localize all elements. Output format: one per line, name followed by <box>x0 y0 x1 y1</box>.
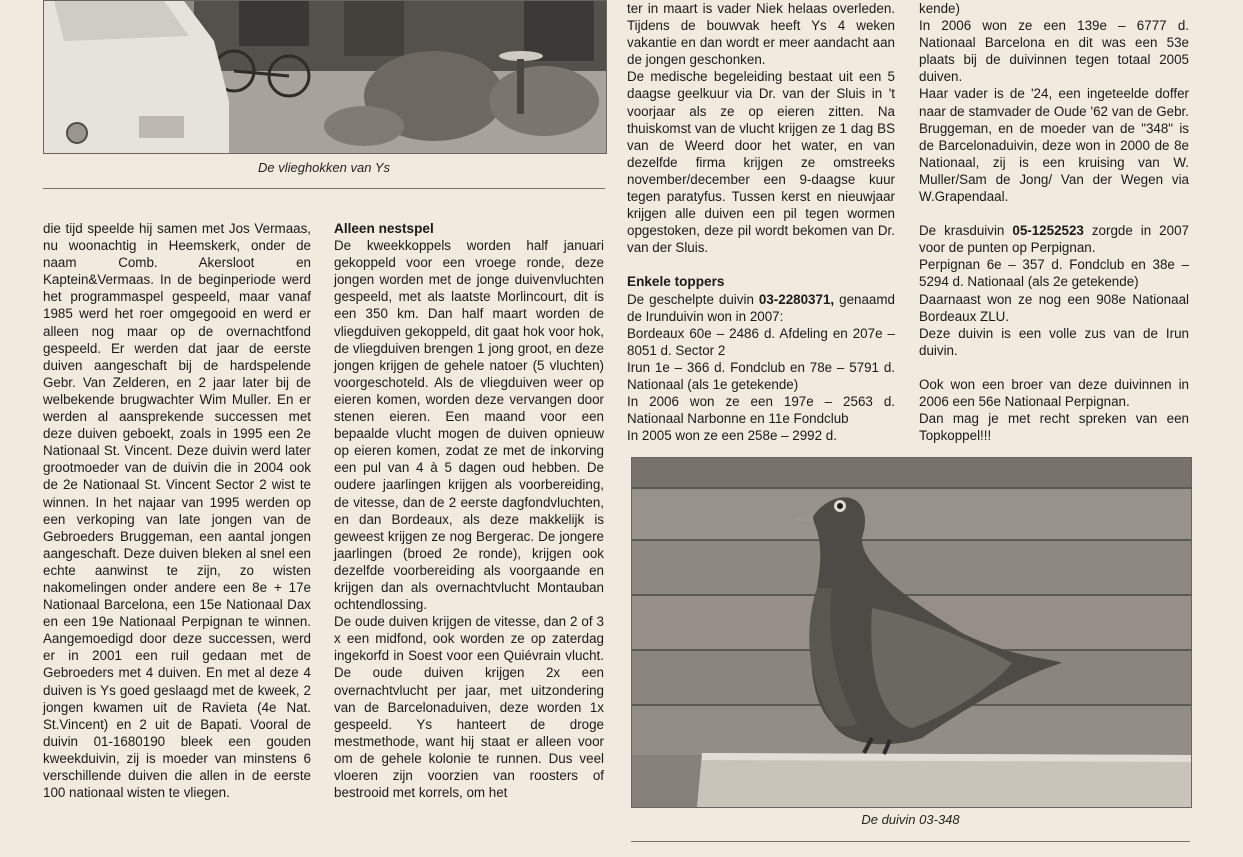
ring-number: 03-2280371, <box>758 291 835 307</box>
col3-result-1: Bordeaux 60e – 2486 d. Afdeling en 207e – 8051 d. Sector 2 <box>627 325 895 358</box>
col4-result-bordeaux: Daarnaast won ze nog een 908e Nationaal Bordeaux ZLU. <box>919 291 1189 324</box>
col2-paragraph-2: De oude duiven krijgen de vitesse, dan 2 of 3 x een midfond, ook worden ze op zaterdag ingekorfd in Soest voor een Quiévrain vlucht. De oude duiven krijgen 2x een overnachtvlucht per jaar, met uitzondering van de Barcelonaduiven, deze worden 1x gespeeld. Ys hanteert de droge mestmethode, want hij staat er alleen voor om de gehele kolonie te runnen. Dus veel vloeren zijn voorzien van roosters of bestrooid met korrels, om het <box>334 614 604 801</box>
col1-paragraph: die tijd speelde hij samen met Jos Vermaas, nu woonachtig in Heemskerk, onder de naam Comb. Akersloot en Kaptein&Vermaas. In de beginperiode werd het programmaspel gespeeld, maar vanaf 1985 werd het roer omgegooid en werd er alleen nog maar op de overnachtfond gespeeld. Er werden dat jaar de eerste duiven aangeschaft bij de hardspelende Gebr. Van Zelderen, en 2 jaar later bij de welbekende brugwachter Wim Muller. En er werden al aansprekende successen met deze duiven geboekt, zoals in 1995 een 2e Nationaal St. Vincent. Deze duivin werd later grootmoeder van de duivin die in 2004 ook de 2e Nationaal St. Vincent Sector 2 wist te winnen. In het najaar van 1995 werden op een verkoping van late jongen van de Gebroeders Bruggeman, een aantal jongen aangeschaft. Deze duiven bleken al snel een echte aanwinst te zijn, zo wisten nakomelingen onder andere een 8e + 17e Nationaal Barcelona, een 15e Nationaal Dax en een 19e Nationaal Perpignan te winnen. Aangemoedigd door deze successen, werd er in 2001 een ruil gedaan met de Gebroeders met 4 duiven. En met al deze 4 duiven is Ys goed geslaagd met de kweek, 2 jongen kwamen uit de Ravieta (4e Nat. St.Vincent) en 2 uit de Bapati. Vooral de duivin 01-1680190 bleek een gouden kweekduivin, zij is moeder van minstens 6 verschillende duiven die allen in de eerste 100 nationaal wisten te vliegen. <box>43 221 311 801</box>
pigeon-photo <box>631 457 1192 808</box>
divider <box>631 841 1190 842</box>
col3-paragraph-2: De medische begeleiding bestaat uit een 5 daagse geelkuur via Dr. van der Sluis in 't voorjaar als ze op eieren zitten. Na thuiskomst van de vlucht krijgen ze 1 dag BS van de Weerd door het water, en van dezelfde firma krijgen ze omstreeks november/december een 9-daagse kuur tegen paratyfus. Tussen kerst en nieuwjaar krijgen alle duiven een pil tegen wormen opgestoken, deze pil wordt bekomen van Dr. van der Sluis. <box>627 69 895 256</box>
col3-topper-intro: De geschelpte duivin 03-2280371, genaamd de Irunduivin won in 2007: <box>627 291 895 324</box>
article-column-4 <box>919 0 1189 444</box>
article-column-1 <box>43 220 311 801</box>
col4-brother-note: Ook won een broer van deze duivinnen in 2006 een 56e Nationaal Perpignan. <box>919 376 1189 409</box>
col4-sister-note: Deze duivin is een volle zus van de Irun duivin. <box>919 325 1189 358</box>
loft-photo <box>43 0 607 154</box>
loft-photo-caption: De vlieghokken van Ys <box>257 160 390 175</box>
col3-result-2: Irun 1e – 366 d. Fondclub en 78e – 5791 d. Nationaal (als 1e getekende) <box>627 359 895 392</box>
section-heading-toppers: Enkele toppers <box>627 274 725 290</box>
col4-paragraph-2: Haar vader is de '24, een ingeteelde doffer naar de stamvader de Oude '62 van de Gebr. Bruggeman, en de moeder van de "348" is de Barcelonaduivin, deze won in 2000 de 8e Nationaal, zij is een kruising van W. Muller/Sam de Jong/ Van der Wegen via W.Grapendaal. <box>919 86 1189 205</box>
ring-number: 05-1252523 <box>1012 223 1084 239</box>
col4-result-perpignan: Perpignan 6e – 357 d. Fondclub en 38e – 5294 d. Nationaal (als 2e getekende) <box>919 257 1189 290</box>
col4-conclusion: Dan mag je met recht spreken van een Topkoppel!!! <box>919 411 1189 444</box>
col3-paragraph-1: ter in maart is vader Niek helaas overleden. Tijdens de bouwvak heeft Ys 4 weken vakantie en dan wordt er meer aandacht aan de jongen geschonken. <box>627 1 895 68</box>
divider <box>43 188 605 189</box>
pigeon-photo-caption: De duivin 03-348 <box>861 812 960 827</box>
col4-krasduivin: De krasduivin 05-1252523 zorgde in 2007 voor de punten op Perpignan. <box>919 223 1189 256</box>
section-heading-nestspel: Alleen nestspel <box>334 221 434 236</box>
article-column-3 <box>627 0 895 444</box>
col4-paragraph-0: kende) <box>919 1 960 16</box>
col2-paragraph-1: De kweekkoppels worden half januari gekoppeld voor een vroege ronde, deze jongen worden met de jonge duivenvluchten gespeeld, met als laatste Morlincourt, dit is een 350 km. Dan half maart worden de vliegduiven gekoppeld, dit gaat hok voor hok, de vliegduiven brengen 1 jong groot, en deze jongen krijgen de gehele natoer (5 vluchten) voorgeschoteld. Als de vliegduiven weer op eieren komen, worden deze vervangen door stenen eieren. Een maand voor een bepaalde vlucht mogen de duiven opnieuw op eieren komen, zodat ze met de inkorving een pul van 4 à 5 dagen oud hebben. De oudere jaarlingen krijgen als voorbereiding, de vitesse, dan de 2 eerste dagfondvluchten, en dan Bordeaux, als deze makkelijk is geweest krijgen ze nog Bergerac. De jongere jaarlingen (broed 2e ronde), krijgen ook dezelfde voorbereiding als voorgaande en krijgen dan als overnachtvlucht Montauban ochtendlossing. <box>334 238 604 613</box>
article-column-2 <box>334 220 604 801</box>
col3-result-4: In 2005 won ze een 258e – 2992 d. <box>627 428 837 444</box>
col4-paragraph-1: In 2006 won ze een 139e – 6777 d. Nationaal Barcelona en dit was een 53e plaats bij de duivinnen tegen totaal 2005 duiven. <box>919 18 1189 85</box>
col3-result-3: In 2006 won ze een 197e – 2563 d. Nationaal Narbonne en 11e Fondclub <box>627 394 895 427</box>
